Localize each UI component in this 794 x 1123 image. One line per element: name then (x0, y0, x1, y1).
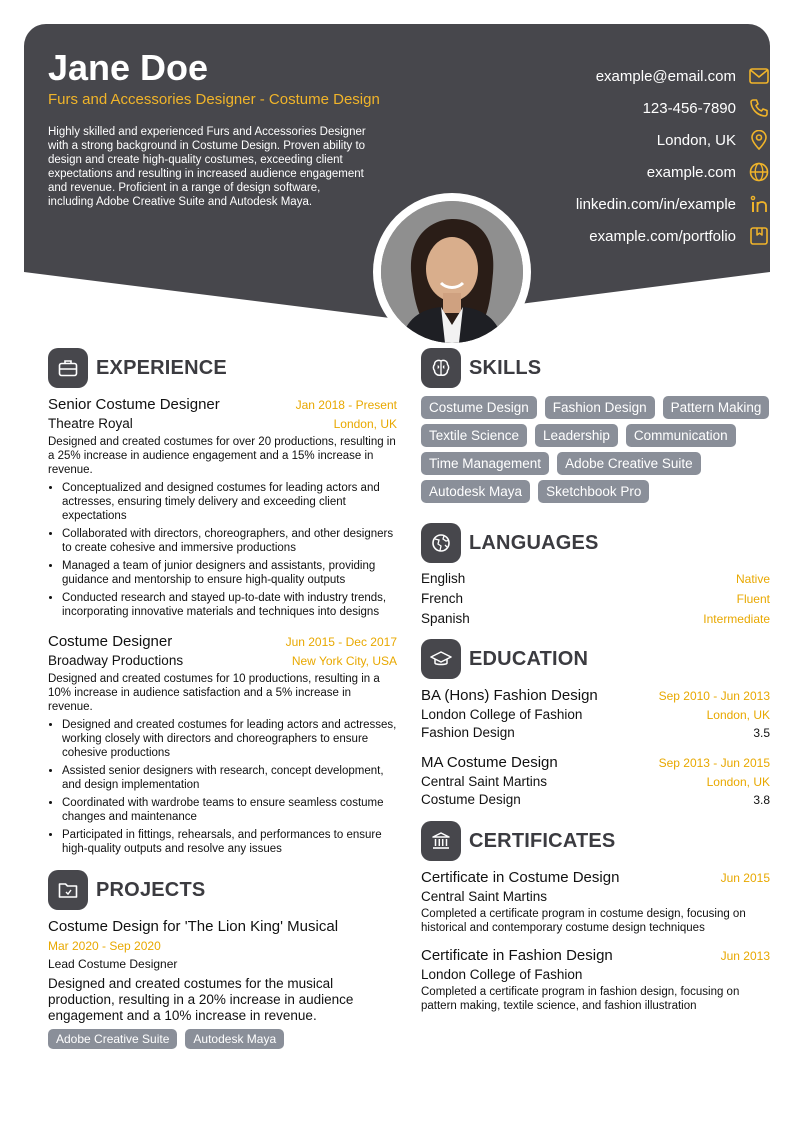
job-summary: Designed and created costumes for 10 productions, resulting in a 10% increase in audience satisfaction and a 5% increase in revenue. (48, 673, 380, 713)
languages-heading: LANGUAGES (469, 531, 599, 554)
projects-section-header (48, 870, 397, 910)
job-title: Costume Designer (48, 633, 173, 650)
certificate-date: Jun 2015 (720, 871, 770, 885)
language-name: French (421, 591, 464, 606)
contact-website[interactable] (647, 156, 770, 188)
location-pin-icon (748, 129, 770, 151)
folder-icon (48, 870, 88, 910)
certificate-issuer: Central Saint Martins (421, 889, 548, 904)
experience-item (48, 633, 397, 856)
language-level: Fluent (736, 592, 770, 606)
job-title: Senior Costume Designer (48, 396, 220, 413)
bookmark-icon (748, 225, 770, 247)
skill-tag: Leadership (535, 424, 618, 447)
job-bullet: • Assisted senior designers with research, concept development, and design implementation (62, 764, 397, 792)
job-bullet: • Collaborated with directors, choreographers, and other designers to create cohesive and immersive productions (62, 527, 397, 555)
job-bullet: • Designed and created costumes for leading actors and actresses, working closely with directors and choreographers to ensure cohesive productions (62, 718, 397, 760)
job-bullet: • Coordinated with wardrobe teams to ensure seamless costume changes and maintenance (62, 796, 397, 824)
skill-tag: Costume Design (421, 396, 537, 419)
certificate-date: Jun 2013 (720, 949, 770, 963)
project-item (48, 918, 397, 1049)
education-dates: Sep 2010 - Jun 2013 (658, 689, 770, 703)
job-bullet: • Participated in fittings, rehearsals, and performances to ensure high-quality outputs and resolve any issues (62, 828, 397, 856)
skill-tag: Adobe Creative Suite (557, 452, 701, 475)
certificates-section-header (421, 821, 770, 861)
education-degree: BA (Hons) Fashion Design (421, 687, 598, 704)
certificate-title: Certificate in Fashion Design (421, 947, 613, 964)
contact-linkedin-text: linkedin.com/in/example (575, 195, 736, 213)
project-dates: Mar 2020 - Sep 2020 (48, 939, 161, 953)
project-tags (48, 1029, 397, 1049)
education-section-header (421, 639, 770, 679)
education-dates: Sep 2013 - Jun 2015 (658, 756, 770, 770)
experience-heading: EXPERIENCE (96, 356, 227, 379)
education-grade: 3.8 (753, 793, 770, 807)
skill-tag: Fashion Design (545, 396, 655, 419)
experience-section-header (48, 348, 397, 388)
education-location: London, UK (706, 775, 770, 789)
profile-summary: Highly skilled and experienced Furs and Accessories Designer with a strong background in Costume Design. Proven ability to design and create high-quality costumes, exceeding client expectations and resulting in increased audience engagement and revenue. Proficient in a range of design software, including Adobe Creative Suite and Autodesk Maya. (48, 126, 366, 208)
language-row (421, 591, 770, 611)
job-dates: Jan 2018 - Present (295, 398, 397, 412)
job-location: London, UK (333, 417, 397, 431)
mail-icon (748, 65, 770, 87)
job-dates: Jun 2015 - Dec 2017 (285, 635, 397, 649)
certificates-heading: CERTIFICATES (469, 829, 616, 852)
languages-section-header (421, 523, 770, 563)
project-role: Lead Costume Designer (48, 957, 178, 971)
briefcase-icon (48, 348, 88, 388)
job-bullet: • Managed a team of junior designers and assistants, providing guidance and mentorship to ensure high-quality outputs (62, 559, 397, 587)
institution-icon (421, 821, 461, 861)
education-field: Fashion Design (421, 725, 515, 740)
skills-heading: SKILLS (469, 356, 542, 379)
project-tag: Autodesk Maya (185, 1029, 284, 1049)
left-column (48, 348, 397, 1049)
language-level: Native (735, 572, 770, 586)
job-summary: Designed and created costumes for over 20 productions, resulting in a 25% increase in audience engagement and a 15% increase in revenue. (48, 436, 396, 476)
education-grade: 3.5 (753, 726, 770, 740)
job-employer: Theatre Royal (48, 416, 133, 431)
language-row (421, 611, 770, 631)
skill-tag: Time Management (421, 452, 549, 475)
skills-tags (421, 396, 770, 503)
job-bullet: • Conceptualized and designed costumes for leading actors and actresses, ensuring timely delivery and exceeding client expectations (62, 481, 397, 523)
certificate-description: Completed a certificate program in fashion design, focusing on pattern making, textile science, and fashion illustration (421, 986, 740, 1012)
job-bullets (48, 718, 397, 856)
job-location: New York City, USA (291, 654, 397, 668)
contact-portfolio[interactable] (589, 220, 770, 252)
graduation-cap-icon (421, 639, 461, 679)
languages-list (421, 571, 770, 631)
contact-location (657, 124, 770, 156)
education-school: Central Saint Martins (421, 774, 548, 789)
contact-linkedin[interactable] (576, 188, 770, 220)
contact-location-text: London, UK (656, 131, 736, 149)
profile-photo (381, 201, 523, 343)
language-name: Spanish (421, 611, 470, 626)
education-school: London College of Fashion (421, 707, 583, 722)
contact-website-text: example.com (646, 163, 736, 181)
profile-photo-frame (373, 193, 531, 351)
education-degree: MA Costume Design (421, 754, 558, 771)
skill-tag: Autodesk Maya (421, 480, 530, 503)
skill-tag: Communication (626, 424, 736, 447)
project-title: Costume Design for 'The Lion King' Musical (48, 918, 339, 935)
skill-tag: Pattern Making (663, 396, 770, 419)
brain-icon (421, 348, 461, 388)
candidate-title: Furs and Accessories Designer - Costume Design (48, 91, 380, 108)
job-bullets (48, 481, 397, 619)
education-field: Costume Design (421, 792, 521, 807)
phone-icon (748, 97, 770, 119)
linkedin-icon (748, 193, 770, 215)
job-employer: Broadway Productions (48, 653, 184, 668)
skill-tag: Sketchbook Pro (538, 480, 649, 503)
language-icon (421, 523, 461, 563)
contact-phone-text: 123-456-7890 (642, 99, 736, 117)
experience-item (48, 396, 397, 619)
certificate-issuer: London College of Fashion (421, 967, 583, 982)
project-tag: Adobe Creative Suite (48, 1029, 177, 1049)
education-heading: EDUCATION (469, 647, 589, 670)
education-item (421, 754, 770, 807)
contact-portfolio-text: example.com/portfolio (589, 227, 736, 245)
certificate-title: Certificate in Costume Design (421, 869, 620, 886)
project-summary: Designed and created costumes for the musical production, resulting in a 20% increase in audience engagement and a 10% increase in revenue. (48, 976, 354, 1023)
contact-email[interactable] (596, 60, 770, 92)
candidate-name: Jane Doe (48, 47, 209, 88)
globe-icon (748, 161, 770, 183)
contact-phone[interactable] (643, 92, 770, 124)
language-name: English (421, 571, 466, 586)
skill-tag: Textile Science (421, 424, 527, 447)
certificate-description: Completed a certificate program in costume design, focusing on historical and contemporary costume design techniques (421, 908, 746, 934)
contact-email-text: example@email.com (595, 67, 736, 85)
certificate-item (421, 947, 770, 1013)
job-bullet: • Conducted research and stayed up-to-date with industry trends, incorporating innovative materials and techniques into designs (62, 591, 397, 619)
right-column (421, 348, 770, 1013)
language-row (421, 571, 770, 591)
certificate-item (421, 869, 770, 935)
skills-section-header (421, 348, 770, 388)
education-location: London, UK (706, 708, 770, 722)
education-item (421, 687, 770, 740)
language-level: Intermediate (703, 612, 770, 626)
projects-heading: PROJECTS (96, 878, 206, 901)
